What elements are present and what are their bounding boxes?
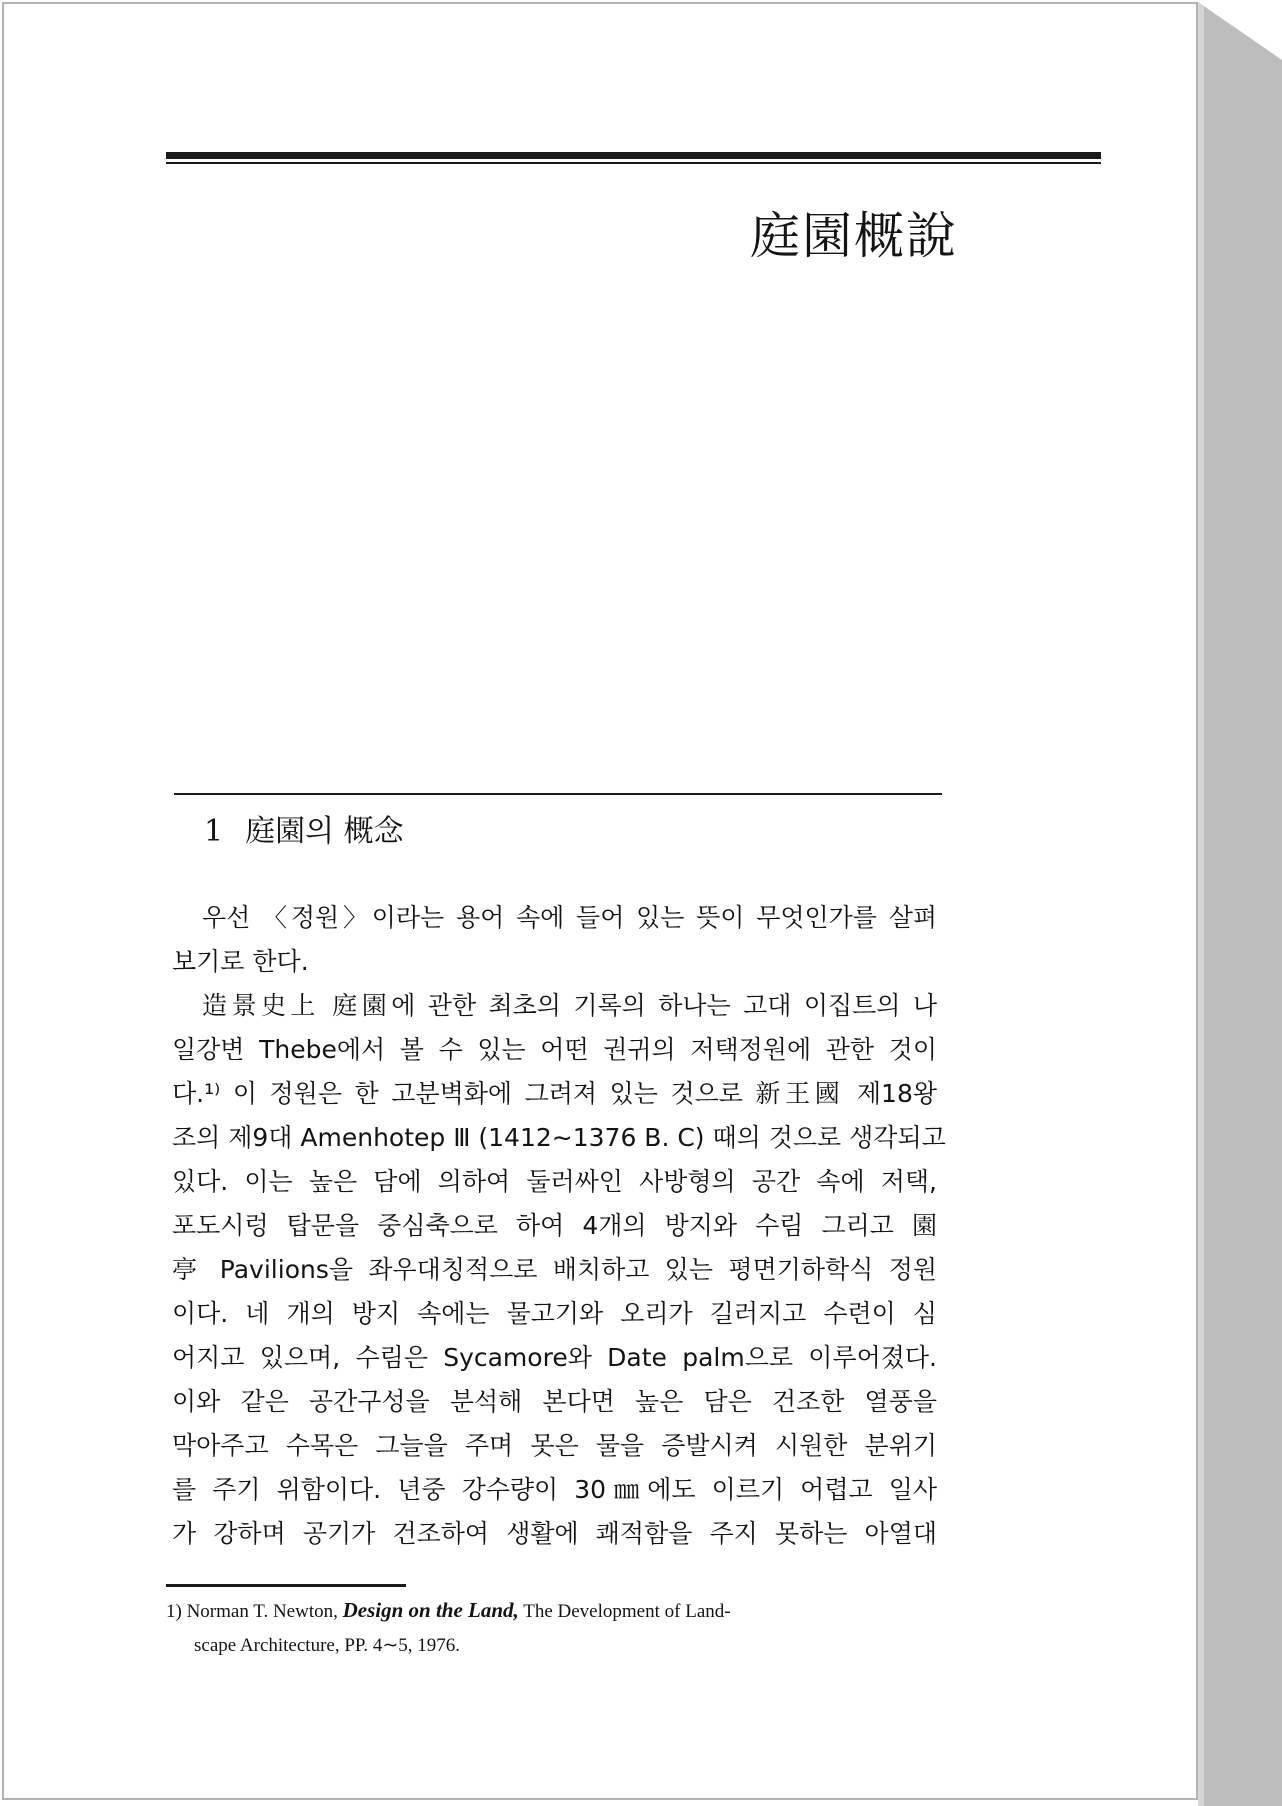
chapter-top-rule: [166, 152, 1101, 159]
footnote-line-continuation: scape Architecture, PP. 4∼5, 1976.: [194, 1635, 461, 1656]
body-line: 이와 같은 공간구성을 분석해 본다면 높은 담은 건조한 열풍을: [172, 1387, 937, 1416]
body-line: 일강변 Thebe에서 볼 수 있는 어떤 권귀의 저택정원에 관한 것이: [172, 1035, 937, 1064]
chapter-title: 庭園概說: [750, 207, 958, 265]
body-line: 조의 제9대 Amenhotep Ⅲ (1412∼1376 B. C) 때의 것으로 생각되고: [172, 1123, 946, 1152]
body-line: 보기로 한다.: [172, 947, 309, 976]
footnote-author: Norman T. Newton,: [186, 1601, 338, 1622]
body-line: 어지고 있으며, 수림은 Sycamore와 Date palm으로 이루어졌다.: [172, 1343, 937, 1372]
section-rule: [174, 793, 942, 795]
book-page: [2, 2, 1198, 1800]
chapter-top-rule-thin: [166, 162, 1101, 164]
page-edge-shadow: [1198, 0, 1282, 1806]
footnote: [166, 1592, 936, 1664]
body-line: 造景史上 庭園에 관한 최초의 기록의 하나는 고대 이집트의 나: [202, 991, 937, 1020]
footnote-rule: [166, 1584, 406, 1587]
body-line: 다.¹⁾ 이 정원은 한 고분벽화에 그려져 있는 것으로 新王國 제18왕: [172, 1079, 937, 1108]
body-line: 포도시렁 탑문을 중심축으로 하여 4개의 방지와 수림 그리고 園: [172, 1211, 937, 1240]
body-line: 를 주기 위함이다. 년중 강수량이 30㎜에도 이르기 어렵고 일사: [172, 1475, 937, 1504]
body-line: 亭 Pavilions을 좌우대칭적으로 배치하고 있는 평면기하학식 정원: [172, 1255, 937, 1284]
body-line: 막아주고 수목은 그늘을 주며 못은 물을 증발시켜 시원한 분위기: [172, 1431, 937, 1460]
footnote-book-title: Design on the Land,: [342, 1598, 519, 1622]
body-text: [172, 896, 946, 1556]
section-number: 1: [204, 814, 224, 849]
body-line: 이다. 네 개의 방지 속에는 물고기와 오리가 길러지고 수련이 심: [172, 1299, 937, 1328]
body-line: 있다. 이는 높은 담에 의하여 둘러싸인 사방형의 공간 속에 저택,: [172, 1167, 937, 1196]
footnote-line: [166, 1592, 936, 1628]
body-line: 우선 〈정원〉이라는 용어 속에 들어 있는 뜻이 무엇인가를 살펴: [202, 903, 937, 932]
footnote-subtitle: The Development of Land-: [523, 1601, 731, 1622]
section-heading: [204, 806, 404, 850]
section-title: 庭園의 概念: [245, 814, 404, 849]
footnote-marker: 1): [166, 1601, 182, 1622]
body-line: 가 강하며 공기가 건조하여 생활에 쾌적함을 주지 못하는 아열대: [172, 1519, 937, 1548]
